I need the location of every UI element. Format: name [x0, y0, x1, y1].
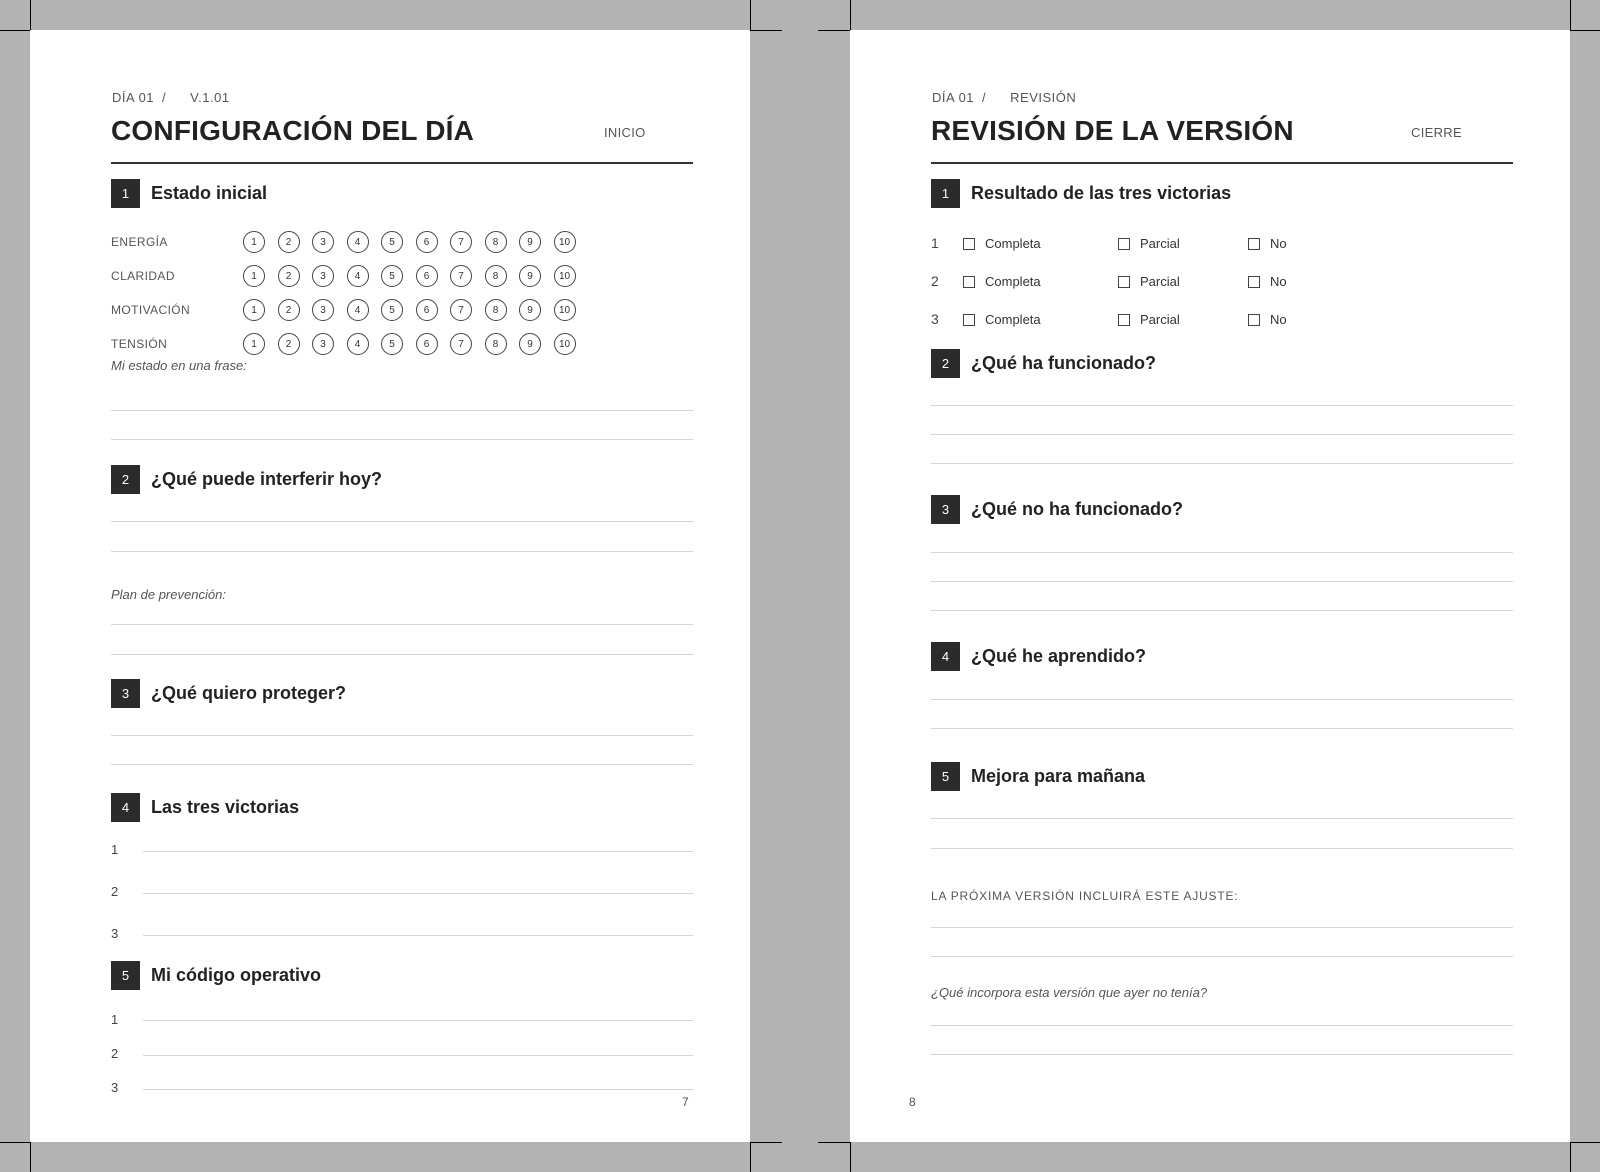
- write-line[interactable]: [111, 439, 693, 440]
- write-line[interactable]: [931, 463, 1513, 464]
- next-version-label: LA PRÓXIMA VERSIÓN INCLUIRÁ ESTE AJUSTE:: [931, 889, 1239, 903]
- result-option[interactable]: [963, 274, 1118, 289]
- section-number-badge: 5: [931, 762, 960, 791]
- rating-circle[interactable]: 3: [312, 299, 334, 321]
- section-4-heading: [931, 641, 1146, 671]
- section-title: ¿Qué ha funcionado?: [971, 352, 1156, 373]
- crop-mark: [750, 1142, 782, 1143]
- breadcrumb-separator: /: [982, 90, 987, 105]
- result-row: [931, 233, 1308, 253]
- result-option[interactable]: [1248, 236, 1308, 251]
- rating-circle[interactable]: 1: [243, 265, 265, 287]
- section-number-badge: 3: [931, 495, 960, 524]
- result-number: 2: [931, 273, 939, 289]
- write-line[interactable]: [931, 848, 1513, 849]
- rating-scale-row: [111, 230, 588, 254]
- rating-circle[interactable]: 3: [312, 231, 334, 253]
- section-2-heading: [931, 348, 1156, 378]
- rating-circle[interactable]: 10: [554, 299, 576, 321]
- breadcrumb-day: DÍA 01: [112, 90, 155, 105]
- breadcrumb-day: DÍA 01: [932, 90, 975, 105]
- section-number-badge: 1: [111, 179, 140, 208]
- rating-circle[interactable]: 4: [347, 265, 369, 287]
- checkbox-label: Parcial: [1140, 311, 1180, 327]
- rating-circle[interactable]: 6: [416, 231, 438, 253]
- rating-circle[interactable]: 8: [485, 265, 507, 287]
- rating-circle[interactable]: 8: [485, 333, 507, 355]
- write-line[interactable]: [111, 654, 693, 655]
- checkbox-label: No: [1270, 273, 1287, 289]
- checkbox-label: Parcial: [1140, 235, 1180, 251]
- checkbox[interactable]: [1118, 238, 1130, 250]
- write-line[interactable]: [931, 581, 1513, 582]
- rating-circle[interactable]: 5: [381, 265, 403, 287]
- rating-circle[interactable]: 1: [243, 333, 265, 355]
- checkbox[interactable]: [963, 238, 975, 250]
- section-title: ¿Qué puede interferir hoy?: [151, 468, 383, 489]
- write-line[interactable]: [931, 434, 1513, 435]
- rating-circle[interactable]: 6: [416, 333, 438, 355]
- section-title: Estado inicial: [151, 182, 268, 203]
- checkbox[interactable]: [963, 314, 975, 326]
- section-title: ¿Qué quiero proteger?: [151, 682, 347, 703]
- victory-number: 2: [111, 884, 119, 899]
- checkbox[interactable]: [1248, 276, 1260, 288]
- section-3-heading: [111, 678, 346, 708]
- result-option[interactable]: [963, 236, 1118, 251]
- result-option[interactable]: [963, 312, 1118, 327]
- write-line[interactable]: [931, 927, 1513, 928]
- write-line[interactable]: [111, 764, 693, 765]
- write-line[interactable]: [931, 1054, 1513, 1055]
- section-title: ¿Qué he aprendido?: [971, 645, 1147, 666]
- section-number-badge: 3: [111, 679, 140, 708]
- rating-circle[interactable]: 9: [519, 299, 541, 321]
- state-phrase-label: Mi estado en una frase:: [111, 358, 247, 373]
- write-line[interactable]: [931, 956, 1513, 957]
- victory-number: 3: [111, 926, 119, 941]
- result-number: 1: [931, 235, 939, 251]
- write-line[interactable]: [143, 851, 693, 852]
- code-number: 2: [111, 1046, 119, 1061]
- crop-mark: [0, 1142, 30, 1143]
- write-line[interactable]: [931, 552, 1513, 553]
- code-number: 3: [111, 1080, 119, 1095]
- prevention-label: Plan de prevención:: [111, 587, 226, 602]
- result-row: [931, 309, 1308, 329]
- crop-mark: [750, 1142, 751, 1172]
- rating-circle[interactable]: 7: [450, 333, 472, 355]
- rating-circle[interactable]: 4: [347, 231, 369, 253]
- crop-mark: [1570, 0, 1571, 30]
- rating-circle[interactable]: 2: [278, 299, 300, 321]
- crop-mark: [1570, 1142, 1571, 1172]
- checkbox-label: No: [1270, 235, 1287, 251]
- result-row: [931, 271, 1308, 291]
- checkbox-label: Parcial: [1140, 273, 1180, 289]
- rating-circle[interactable]: 1: [243, 231, 265, 253]
- write-line[interactable]: [143, 1020, 693, 1021]
- rating-scale-label: CLARIDAD: [111, 269, 175, 283]
- write-line[interactable]: [931, 1025, 1513, 1026]
- write-line[interactable]: [143, 1089, 693, 1090]
- write-line[interactable]: [111, 624, 693, 625]
- section-number-badge: 4: [931, 642, 960, 671]
- section-1-heading: [931, 178, 1231, 208]
- checkbox[interactable]: [1118, 314, 1130, 326]
- rating-circle[interactable]: 2: [278, 333, 300, 355]
- breadcrumb-version: V.1.01: [190, 90, 230, 105]
- rating-circle[interactable]: 2: [278, 231, 300, 253]
- crop-mark: [750, 0, 751, 30]
- section-title: Mejora para mañana: [971, 765, 1146, 786]
- rating-circle[interactable]: 7: [450, 231, 472, 253]
- code-number: 1: [111, 1012, 119, 1027]
- question-label: ¿Qué incorpora esta versión que ayer no tenía?: [931, 985, 1208, 1000]
- page-left: [30, 30, 750, 1142]
- rating-circle[interactable]: 8: [485, 299, 507, 321]
- crop-mark: [818, 1142, 850, 1143]
- write-line[interactable]: [111, 410, 693, 411]
- section-5-heading: [111, 960, 321, 990]
- rating-circle[interactable]: 10: [554, 231, 576, 253]
- checkbox[interactable]: [963, 276, 975, 288]
- result-option[interactable]: [1118, 236, 1248, 251]
- rating-circle[interactable]: 4: [347, 299, 369, 321]
- rating-scale-row: [111, 332, 588, 356]
- header-rule: [111, 162, 693, 164]
- breadcrumb: [932, 90, 1076, 105]
- write-line[interactable]: [111, 551, 693, 552]
- section-2-heading: [111, 464, 382, 494]
- result-option[interactable]: [1118, 312, 1248, 327]
- rating-circle[interactable]: 9: [519, 333, 541, 355]
- write-line[interactable]: [931, 405, 1513, 406]
- write-line[interactable]: [111, 521, 693, 522]
- checkbox-label: Completa: [985, 311, 1041, 327]
- checkbox-label: Completa: [985, 273, 1041, 289]
- section-1-heading: [111, 178, 267, 208]
- section-5-heading: [931, 761, 1145, 791]
- rating-scale-row: [111, 298, 588, 322]
- section-title: Resultado de las tres victorias: [971, 182, 1232, 203]
- result-option[interactable]: [1248, 312, 1308, 327]
- section-number-badge: 2: [931, 349, 960, 378]
- rating-scale-row: [111, 264, 588, 288]
- rating-circle[interactable]: 2: [278, 265, 300, 287]
- rating-circle[interactable]: 10: [554, 265, 576, 287]
- page-title: CONFIGURACIÓN DEL DÍA: [111, 115, 475, 146]
- rating-circle[interactable]: 5: [381, 231, 403, 253]
- rating-circle[interactable]: 5: [381, 333, 403, 355]
- crop-mark: [850, 0, 851, 30]
- victory-number: 1: [111, 842, 119, 857]
- checkbox[interactable]: [1248, 314, 1260, 326]
- crop-mark: [850, 1142, 851, 1172]
- crop-mark: [1570, 1142, 1600, 1143]
- result-option[interactable]: [1118, 274, 1248, 289]
- rating-circle[interactable]: 9: [519, 265, 541, 287]
- write-line[interactable]: [931, 728, 1513, 729]
- rating-circle[interactable]: 10: [554, 333, 576, 355]
- result-option[interactable]: [1248, 274, 1308, 289]
- write-line[interactable]: [143, 1055, 693, 1056]
- rating-circle[interactable]: 1: [243, 299, 265, 321]
- page-right: [850, 30, 1570, 1142]
- rating-scale-label: MOTIVACIÓN: [111, 303, 191, 317]
- checkbox[interactable]: [1118, 276, 1130, 288]
- section-title: Mi código operativo: [151, 964, 322, 985]
- result-number: 3: [931, 311, 939, 327]
- page-tag: CIERRE: [1411, 125, 1462, 140]
- rating-circle[interactable]: 6: [416, 299, 438, 321]
- section-number-badge: 4: [111, 793, 140, 822]
- write-line[interactable]: [931, 699, 1513, 700]
- crop-mark: [750, 30, 782, 31]
- header-rule: [931, 162, 1513, 164]
- page-title: REVISIÓN DE LA VERSIÓN: [931, 115, 1294, 146]
- section-4-heading: [111, 792, 299, 822]
- section-number-badge: 1: [931, 179, 960, 208]
- rating-circle[interactable]: 4: [347, 333, 369, 355]
- rating-circle[interactable]: 7: [450, 265, 472, 287]
- write-line[interactable]: [143, 893, 693, 894]
- section-title: ¿Qué no ha funcionado?: [971, 498, 1183, 519]
- crop-mark: [818, 30, 850, 31]
- write-line[interactable]: [143, 935, 693, 936]
- rating-scale-label: TENSIÓN: [111, 337, 168, 351]
- rating-circle[interactable]: 3: [312, 333, 334, 355]
- checkbox[interactable]: [1248, 238, 1260, 250]
- section-3-heading: [931, 494, 1183, 524]
- section-title: Las tres victorias: [151, 796, 300, 817]
- breadcrumb: [112, 90, 230, 105]
- rating-circle[interactable]: 3: [312, 265, 334, 287]
- checkbox-label: No: [1270, 311, 1287, 327]
- page-number: 8: [909, 1095, 916, 1109]
- rating-circle[interactable]: 5: [381, 299, 403, 321]
- rating-circle[interactable]: 9: [519, 231, 541, 253]
- rating-circle[interactable]: 6: [416, 265, 438, 287]
- rating-scale-label: ENERGÍA: [111, 235, 168, 249]
- crop-mark: [30, 0, 31, 30]
- write-line[interactable]: [931, 610, 1513, 611]
- crop-mark: [0, 30, 30, 31]
- breadcrumb-separator: /: [162, 90, 167, 105]
- section-number-badge: 2: [111, 465, 140, 494]
- write-line[interactable]: [931, 818, 1513, 819]
- section-number-badge: 5: [111, 961, 140, 990]
- crop-mark: [1570, 30, 1600, 31]
- crop-mark: [30, 1142, 31, 1172]
- rating-circle[interactable]: 7: [450, 299, 472, 321]
- page-number: 7: [682, 1095, 689, 1109]
- write-line[interactable]: [111, 735, 693, 736]
- page-tag: INICIO: [604, 125, 646, 140]
- checkbox-label: Completa: [985, 235, 1041, 251]
- rating-circle[interactable]: 8: [485, 231, 507, 253]
- breadcrumb-section: REVISIÓN: [1010, 90, 1077, 105]
